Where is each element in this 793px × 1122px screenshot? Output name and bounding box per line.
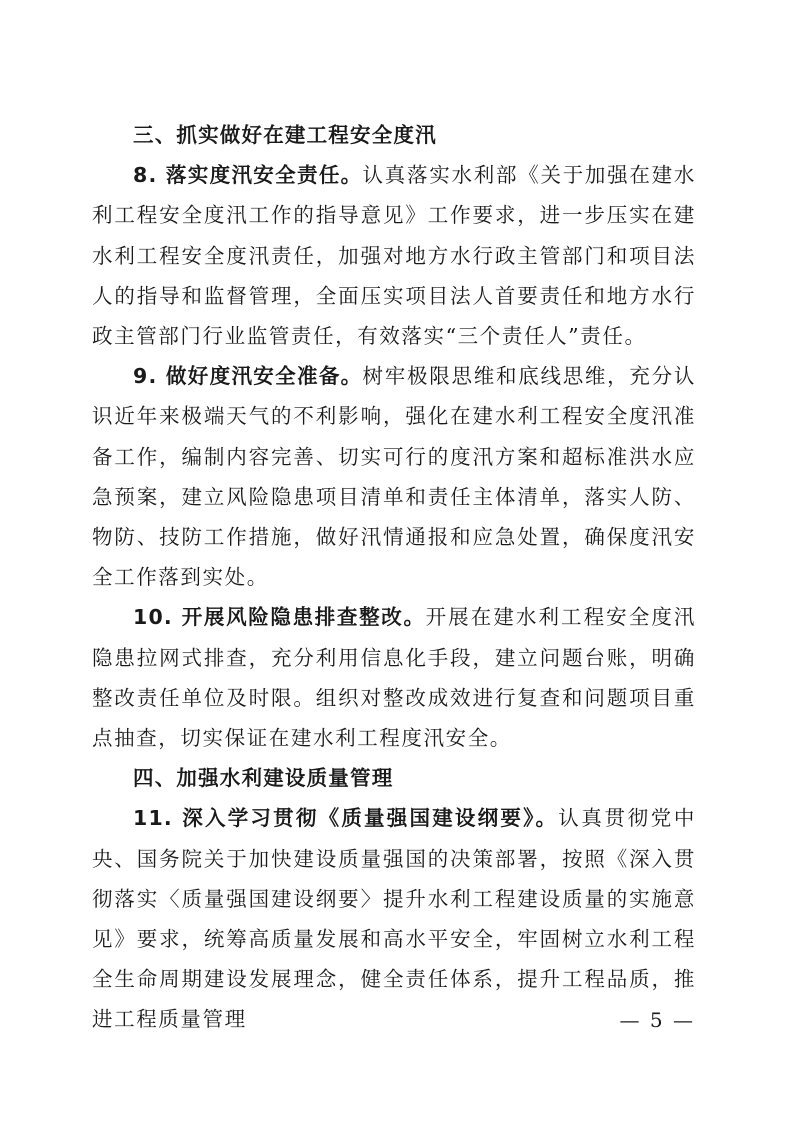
item-lead: 8. 落实度汛安全责任。 <box>133 163 363 188</box>
paragraph-item-10 <box>92 597 696 758</box>
item-lead: 10. 开展风险隐患排查整改。 <box>133 605 426 630</box>
item-text: 认真贯彻党中央、国务院关于加快建设质量强国的决策部署，按照《深入贯彻落实〈质量强国建设纲要〉提升水利工程建设质量的实施意见》要求，统筹高质量发展和高水平安全，牢固树立水利工程全生命周期建设发展理念，健全责任体系，提升工程品质，推进工程质量管理 <box>92 806 696 1032</box>
item-text: 开展在建水利工程安全度汛隐患拉网式排查，充分利用信息化手段，建立问题台账，明确整改责任单位及时限。组织对整改成效进行复查和问题项目重点抽查，切实保证在建水利工程度汛安全。 <box>92 605 696 751</box>
document-body <box>92 115 696 1040</box>
section-heading: 四、加强水利建设质量管理 <box>133 766 394 791</box>
item-text: 树牢极限思维和底线思维，充分认识近年来极端天气的不利影响，强化在建水利工程安全度汛准备工作，编制内容完善、切实可行的度汛方案和超标准洪水应急预案，建立风险隐患项目清单和责任主体清单，落实人防、物防、技防工作措施，做好汛情通报和应急处置，确保度汛安全工作落到实处。 <box>92 364 697 590</box>
paragraph-item-9 <box>92 356 696 597</box>
paragraph-item-8 <box>92 155 696 356</box>
paragraph-item-11 <box>92 798 696 1039</box>
item-text: 认真落实水利部《关于加强在建水利工程安全度汛工作的指导意见》工作要求，进一步压实在建水利工程安全度汛责任，加强对地方水行政主管部门和项目法人的指导和监督管理，全面压实项目法人首要责任和地方水行政主管部门行业监管责任，有效落实“三个责任人”责任。 <box>92 163 697 349</box>
item-lead: 11. 深入学习贯彻《质量强国建设纲要》。 <box>133 806 559 831</box>
section-heading: 三、抓实做好在建工程安全度汛 <box>133 123 437 147</box>
page-number: — 5 — <box>619 1008 695 1032</box>
item-lead: 9. 做好度汛安全准备。 <box>133 364 363 389</box>
